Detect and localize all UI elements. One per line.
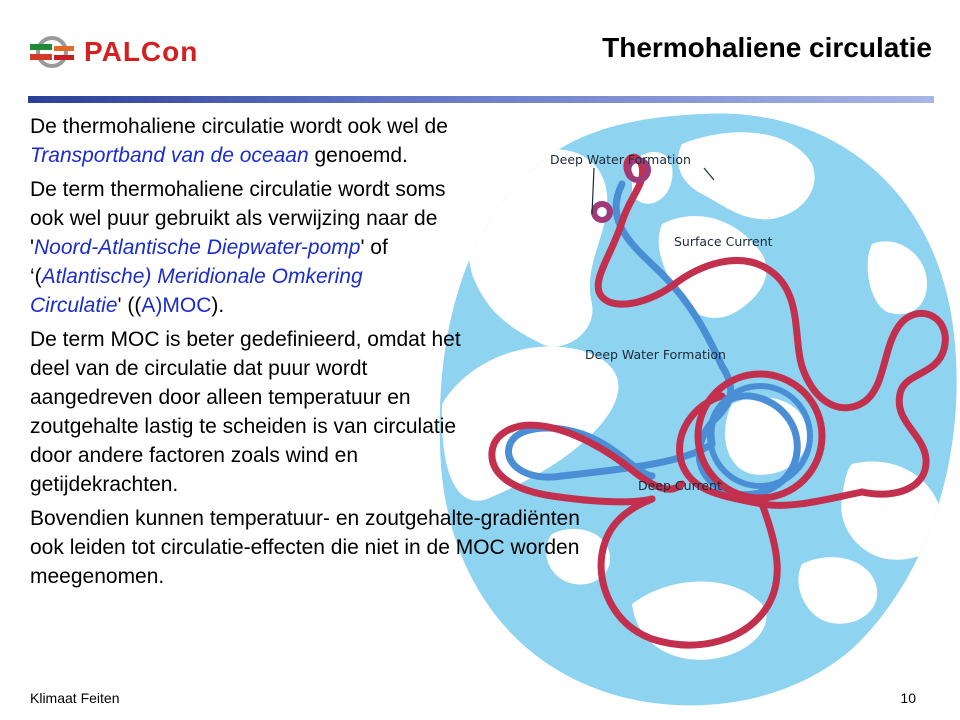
label-deep-water-formation-south: Deep Water Formation	[585, 347, 726, 362]
logo-hand-red	[30, 54, 52, 60]
paragraph-2: De term thermohaliene circulatie wordt soms ook wel puur gebruikt als verwijzing naar de 'Noord-Atlantische Diepwater-pomp' of ‘(Atlantische) Meridionale Omkering Circulatie' ((A)MOC).	[30, 178, 446, 317]
slide-title: Thermohaliene circulatie	[602, 32, 932, 63]
link-transportband[interactable]: Transportband van de oceaan	[30, 144, 309, 167]
body-text	[30, 112, 610, 596]
label-deep-current: Deep Current	[638, 478, 722, 493]
paragraph-3: De term MOC is beter gedefinieerd, omdat het deel van de circulatie dat puur wordt aangedreven door alleen temperatuur en zoutgehalte lastig te scheiden is van circulatie door andere factoren zoals wind en getijdekrachten.	[30, 328, 461, 496]
paragraph-1: De thermohaliene circulatie wordt ook wel de Transportband van de oceaan genoemd.	[30, 115, 448, 167]
label-surface-current: Surface Current	[674, 234, 773, 249]
page-number: 10	[900, 690, 916, 706]
paragraph-4: Bovendien kunnen temperatuur- en zoutgehalte-gradiënten ook leiden tot circulatie-effecten die niet in de MOC worden meegenomen.	[30, 507, 580, 588]
logo-ring-icon	[38, 38, 66, 66]
title-divider	[28, 96, 934, 103]
logo-hand-green	[30, 44, 52, 50]
footer-text: Klimaat Feiten	[30, 690, 120, 706]
link-meridionale-omkering-circulatie[interactable]: Atlantische) Meridionale Omkering Circulatie	[30, 265, 363, 317]
logo-text: PALCon	[84, 36, 199, 67]
label-deep-water-formation-north: Deep Water Formation	[550, 152, 691, 167]
link-noord-atlantische-diepwater-pomp[interactable]: Noord-Atlantische Diepwater-pomp	[34, 236, 361, 259]
link-amoc[interactable]: A)MOC	[141, 294, 212, 317]
